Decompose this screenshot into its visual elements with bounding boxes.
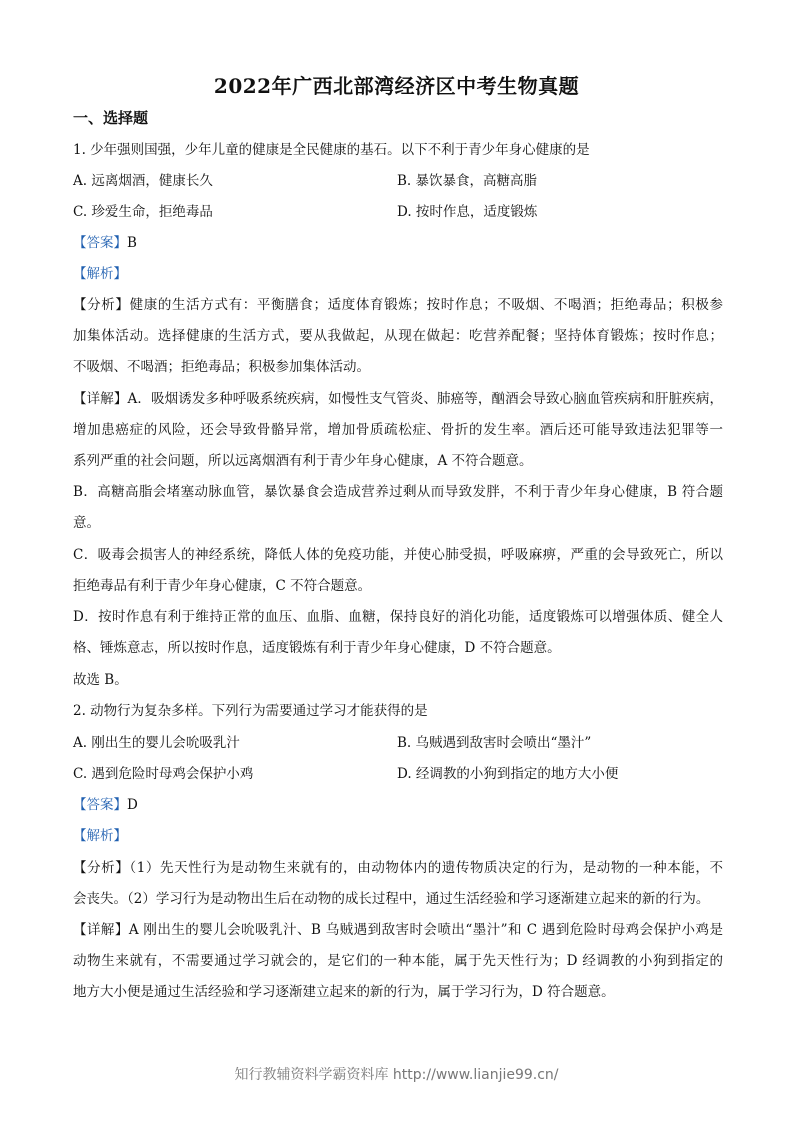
footer-watermark: 知行教辅资料学霸资料库 http://www.lianjie99.cn/: [234, 1067, 559, 1083]
q1-xiangjie-line: [73, 389, 723, 409]
q1-option-c: C. 珍爱生命，拒绝毒品: [73, 204, 213, 220]
q1-fenxi-line: 加集体活动。选择健康的生活方式，要从我做起，从现在做起：吃营养配餐；坚持体育锻炼；按时作息；: [73, 328, 723, 344]
section-heading: 一、选择题: [73, 109, 149, 127]
q2-xiangjie-line: 动物生来就有，不需要通过学习就会的，是它们的一种本能，属于先天性行为；D 经调教的小狗到指定的: [73, 953, 723, 969]
q2-stem: 2. 动物行为复杂多样。下列行为需要通过学习才能获得的是: [73, 703, 428, 719]
q2-answer: [73, 795, 723, 815]
q2-option-d: D. 经调教的小狗到指定的地方大小便: [397, 766, 619, 782]
q2-option-a: A. 刚出生的婴儿会吮吸乳汁: [73, 735, 240, 751]
q2-analysis-heading: [73, 826, 723, 846]
q1-xiangjie-line: 意。: [73, 515, 100, 531]
q1-fenxi-line: 不吸烟、不喝酒；拒绝毒品；积极参加集体活动。: [73, 359, 370, 375]
q1-xiangjie-line: C．吸毒会损害人的神经系统，降低人体的免疫功能，并使心肺受损，呼吸麻痹，严重的会导致死亡，所以: [73, 547, 723, 563]
answer-value: D: [127, 797, 138, 813]
analysis-tag: 【解析】: [73, 266, 127, 282]
q2-fenxi-line: [73, 858, 723, 878]
fenxi-tag: 【分析】: [73, 297, 130, 313]
answer-value: B: [127, 235, 137, 251]
page-title: 2022年广西北部湾经济区中考生物真题: [213, 74, 580, 98]
q2-option-c: C. 遇到危险时母鸡会保护小鸡: [73, 766, 254, 782]
fenxi-text: 健康的生活方式有：平衡膳食；适度体育锻炼；按时作息；不吸烟、不喝酒；拒绝毒品；积极参: [129, 297, 723, 313]
analysis-tag: 【解析】: [73, 828, 127, 844]
answer-tag: 【答案】: [73, 797, 127, 813]
xiangjie-tag: 【详解】: [73, 922, 129, 938]
q2-xiangjie-line: [73, 920, 723, 940]
q2-option-b: B. 乌贼遇到敌害时会喷出“墨汁”: [397, 735, 592, 751]
fenxi-tag: 【分析】: [73, 860, 130, 876]
fenxi-text: （1）先天性行为是动物生来就有的，由动物体内的遗传物质决定的行为，是动物的一种本能，不: [129, 860, 724, 876]
q2-xiangjie-line: 地方大小便是通过生活经验和学习逐渐建立起来的新的行为，属于学习行为，D 符合题意。: [73, 984, 615, 1000]
q1-option-a: A. 远离烟酒，健康长久: [73, 173, 213, 189]
q1-xiangjie-line: 格、锤炼意志，所以按时作息，适度锻炼有利于青少年身心健康，D 不符合题意。: [73, 640, 561, 656]
q1-xiangjie-line: 系列严重的社会问题，所以远离烟酒有利于青少年身心健康，A 不符合题意。: [73, 453, 533, 469]
q1-answer: [73, 233, 723, 253]
q1-fenxi-line: [73, 295, 723, 315]
q1-xiangjie-line: D．按时作息有利于维持正常的血压、血脂、血糖，保持良好的消化功能，适度锻炼可以增强体质、健全人: [73, 609, 723, 625]
q1-xiangjie-line: 增加患癌症的风险，还会导致骨骼异常，增加骨质疏松症、骨折的发生率。酒后还可能导致违法犯罪等一: [73, 422, 723, 438]
answer-tag: 【答案】: [73, 235, 127, 251]
xiangjie-tag: 【详解】: [73, 391, 128, 407]
q1-stem: 1. 少年强则国强，少年儿童的健康是全民健康的基石。以下不利于青少年身心健康的是: [73, 142, 590, 158]
q1-option-d: D. 按时作息，适度锻炼: [397, 204, 538, 220]
xiangjie-text: A 刚出生的婴儿会吮吸乳汁、B 乌贼遇到敌害时会喷出“墨汁”和 C 遇到危险时母鸡会保护小鸡是: [128, 922, 723, 938]
q1-xiangjie-line: B．高糖高脂会堵塞动脉血管，暴饮暴食会造成营养过剩从而导致发胖，不利于青少年身心健康，B 符合题: [73, 484, 723, 500]
q1-analysis-heading: [73, 264, 723, 284]
q1-option-b: B. 暴饮暴食，高糖高脂: [397, 173, 538, 189]
q2-fenxi-line: 会丧失。（2）学习行为是动物出生后在动物的成长过程中，通过生活经验和学习逐渐建立起来的新的行为。: [73, 891, 710, 907]
q1-xiangjie-line: 拒绝毒品有利于青少年身心健康，C 不符合题意。: [73, 578, 372, 594]
q1-conclusion: 故选 B。: [73, 672, 128, 688]
xiangjie-text: A．吸烟诱发多种呼吸系统疾病，如慢性支气管炎、肺癌等，酗酒会导致心脑血管疾病和肝脏疾病，: [127, 391, 724, 407]
